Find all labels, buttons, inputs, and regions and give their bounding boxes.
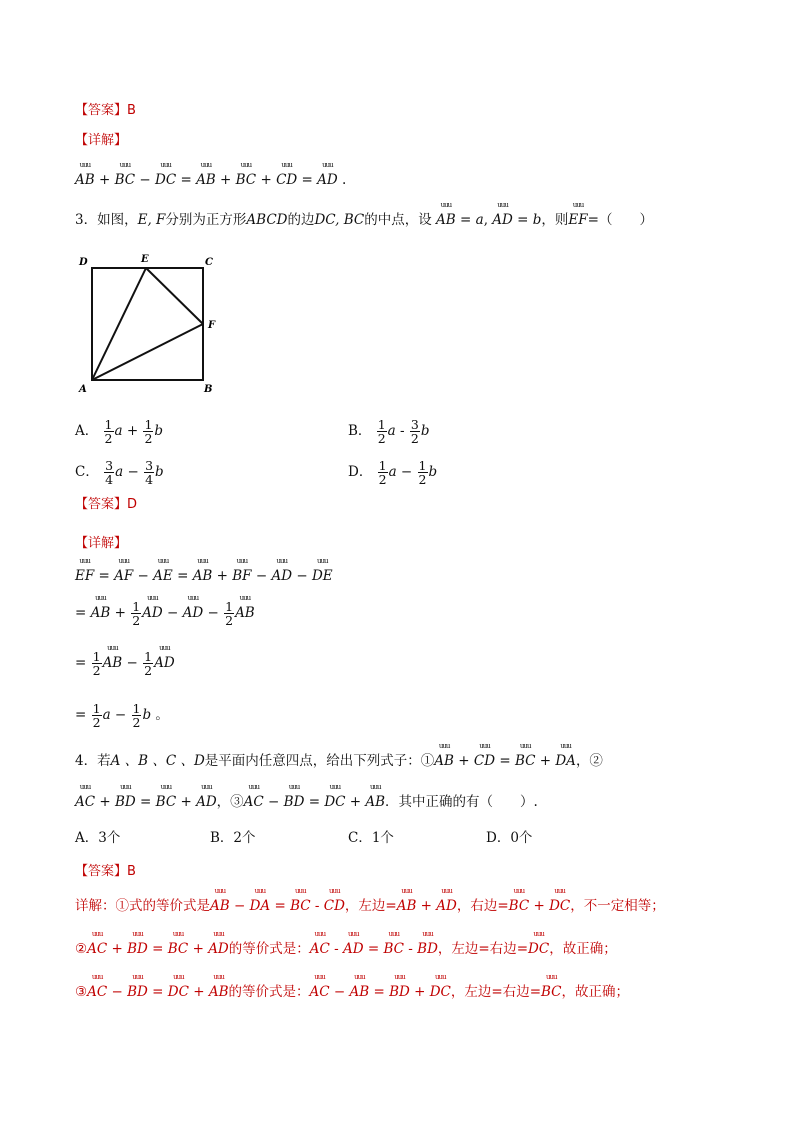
q2-detail-equation: uuu AB + uuu BC − uuu DC = uuu AB + uuu BC + uuu CD = uuu AD . — [75, 170, 346, 190]
q4-stem-end: ．其中正确的有（ ）. — [385, 794, 538, 810]
q3-stem-end: ，则 — [541, 212, 569, 228]
detail-tag-line — [75, 130, 127, 151]
label-E: E — [141, 254, 149, 265]
q4-d2-tail: ，故正确； — [549, 941, 617, 957]
label-C: C — [205, 257, 213, 268]
q4-stem-mid: 是平面内任意四点，给出下列式子：① — [204, 753, 435, 769]
answer-line-q2 — [75, 100, 136, 121]
q4-option-a: A．3个 — [75, 830, 121, 846]
q3-stem-mid3: 的中点，设 — [364, 212, 432, 228]
detail-tag-line — [75, 533, 127, 554]
option-c-label: C． — [75, 464, 99, 480]
q3-points: E, F — [137, 212, 166, 228]
q4-d1-prefix: 详解：①式的等价式是 — [75, 898, 210, 914]
q4-d2-end: ，左边=右边= — [437, 941, 529, 957]
square-figure — [74, 252, 224, 397]
q4-d3-mid: 的等价式是： — [228, 984, 310, 1000]
q3-sides: DC, BC — [314, 212, 365, 228]
answer-tag: 【答案】 — [75, 103, 128, 118]
q3-detail-1: uuu EF = uuu AF − uuu AE = uuu AB + uuu BF − uuu AD − uuu DE — [75, 566, 333, 586]
q4-d2-prefix: ② — [75, 941, 88, 957]
option-a-label: A． — [75, 423, 99, 439]
answer-tag: 【答案】 — [75, 864, 128, 879]
option-a: A． $\frac{1}{2}$ a + $\frac{1}{2}$ b — [75, 417, 164, 446]
q4-d1-mid: ，左边= — [344, 898, 397, 914]
q4-option-d: D．0个 — [486, 830, 533, 846]
q4-stem-prefix: 4．若 — [75, 753, 111, 769]
answer-line-q4 — [75, 861, 136, 882]
detail-tag: 【详解】 — [75, 536, 128, 551]
q4-option-c: C．1个 — [348, 830, 394, 846]
q4-d3-prefix: ③ — [75, 984, 88, 1000]
option-d-label: D． — [348, 464, 373, 480]
option-b-label: B． — [348, 423, 372, 439]
q4-d2-mid: 的等价式是： — [228, 941, 310, 957]
q3-stem-mid2: 的边 — [287, 212, 315, 228]
q3-stem-paren: =（ ） — [587, 212, 653, 228]
answer-value: D — [127, 497, 138, 512]
detail-tag: 【详解】 — [75, 133, 128, 148]
answer-value: B — [127, 864, 136, 879]
label-D: D — [79, 257, 88, 268]
q4-detail-3: ③uuu AC − uuu BD = uuu DC + uuu AB的等价式是：uuu AC − uuu AB = uuu BD + uuu DC，左边=右边=uuu BC，故正确； — [75, 982, 629, 1002]
label-F: F — [208, 320, 216, 331]
q3-stem-mid: 分别为正方形 — [165, 212, 247, 228]
option-b: B． $\frac{1}{2}$ a - $\frac{3}{2}$ b — [348, 417, 430, 446]
q3-square: ABCD — [246, 212, 288, 228]
q3-detail-4: = $\frac{1}{2}$ a − $\frac{1}{2}$ b 。 — [75, 701, 169, 730]
q4-d3-tail: ，故正确； — [561, 984, 630, 1000]
answer-tag: 【答案】 — [75, 497, 128, 512]
q4-stem-line2: uuu AC + uuu BD = uuu BC + uuu AD，③uuu AC − uuu BD = uuu DC + uuu AB．其中正确的有（ ）. — [75, 792, 538, 812]
q4-d1-end: ，不一定相等； — [570, 898, 665, 914]
q4-circle3: ，③ — [216, 794, 244, 810]
q4-d1-mid2: ，右边= — [456, 898, 509, 914]
q4-d3-end: ，左边=右边= — [450, 984, 542, 1000]
q3-detail-3: = $\frac{1}{2}$ uuu AB − $\frac{1}{2}$ uuu AD — [75, 650, 175, 677]
q4-points: A 、B 、C 、D — [110, 753, 205, 769]
answer-value: B — [127, 103, 136, 118]
q4-detail-1: 详解：①式的等价式是uuu AB − uuu DA = uuu BC - uuu CD，左边=uuu AB + uuu AD，右边=uuu BC + uuu DC，不一定相等； — [75, 896, 665, 916]
option-c: C． $\frac{3}{4}$ a − $\frac{3}{4}$ b — [75, 458, 164, 487]
label-A: A — [79, 384, 87, 395]
q3-detail-2: = uuu AB + $\frac{1}{2}$ uuu AD − uuu AD − $\frac{1}{2}$ uuu AB — [75, 600, 255, 627]
q4-option-b: B．2个 — [210, 830, 256, 846]
q3-stem-prefix: 3．如图， — [75, 212, 138, 228]
answer-line-q3 — [75, 494, 137, 515]
q4-stem-line1: 4．若A 、B 、C 、D是平面内任意四点，给出下列式子：①uuu AB + uuu CD = uuu BC + uuu DA，② — [75, 751, 603, 771]
label-B: B — [204, 384, 213, 395]
option-d: D． $\frac{1}{2}$ a − $\frac{1}{2}$ b — [348, 458, 438, 487]
q4-circle2: ，② — [575, 753, 603, 769]
q4-detail-2: ②uuu AC + uuu BD = uuu BC + uuu AD的等价式是：uuu AC - uuu AD = uuu BC - uuu BD，左边=右边=uuu DC，故正确； — [75, 939, 617, 959]
q3-stem: 3．如图，E, F分别为正方形ABCD的边DC, BC的中点，设 uuu AB = a, uuu AD = b，则uuu EF=（ ） — [75, 210, 653, 230]
